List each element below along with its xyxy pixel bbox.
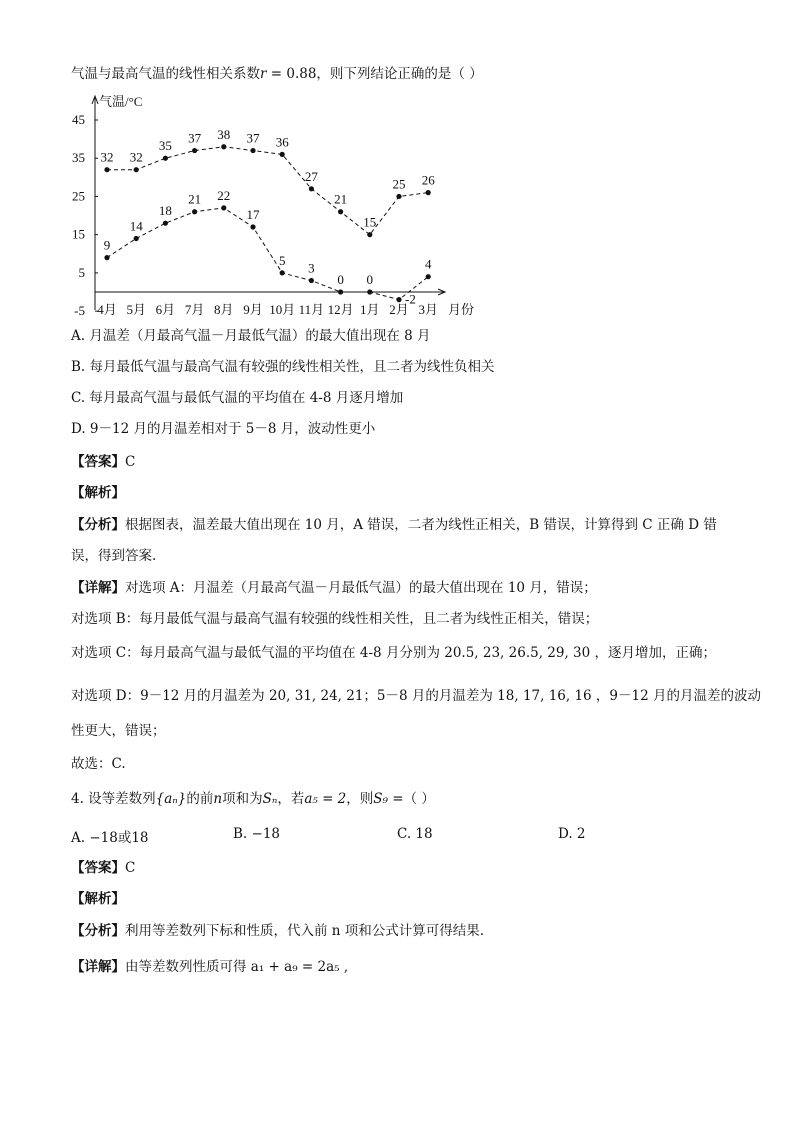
- x-tick-label: 1月: [360, 302, 380, 317]
- fenxi-text: 利用等差数列下标和性质，代入前 n 项和公式计算可得结果.: [125, 923, 485, 939]
- q4-stem-mid: 的前: [186, 791, 214, 807]
- q4-option-b: B. −18: [233, 826, 280, 842]
- data-label: 25: [392, 176, 406, 192]
- q3-stem-r: r: [260, 66, 267, 82]
- q3-stem-text: 气温与最高气温的线性相关系数: [71, 66, 260, 82]
- x-tick-label: 12月: [327, 302, 354, 317]
- data-label: 38: [217, 126, 231, 142]
- data-label: 36: [275, 134, 289, 150]
- data-point: [280, 270, 285, 275]
- data-point: [426, 274, 431, 279]
- data-label: 9: [103, 237, 111, 253]
- data-point: [250, 224, 255, 229]
- data-label: 4: [424, 256, 432, 272]
- answer-value: C: [125, 454, 136, 470]
- x-tick-label: 3月: [418, 302, 438, 317]
- xiangjie-tag: 【详解】: [71, 959, 125, 975]
- data-label: 32: [129, 149, 143, 165]
- q3-fenxi-cont: 误，得到答案.: [71, 548, 157, 564]
- q4-answer: [71, 858, 135, 878]
- x-tick-label: 10月: [269, 302, 296, 317]
- data-label: 32: [100, 149, 114, 165]
- q4-seq: {aₙ}: [155, 791, 187, 807]
- fenxi-text: 根据图表，温差最大值出现在 10 月，A 错误，二者为线性正相关，B 错误，计算得到 C 正确 D 错: [125, 517, 717, 533]
- x-tick-label: 7月: [184, 302, 205, 317]
- data-point: [221, 205, 226, 210]
- q4-option-c: C. 18: [397, 826, 433, 842]
- q3-detail-d1: 对选项 D：9－12 月的月温差为 20, 31, 24, 21；5－8 月的月温差为 18, 17, 16, 16 ，9－12 月的月温差的波动: [71, 688, 761, 704]
- y-tick-label: -5: [74, 303, 85, 319]
- series-line: [107, 147, 428, 235]
- fenxi-tag: 【分析】: [71, 517, 125, 533]
- q3-xiangjie-a: [71, 578, 597, 598]
- data-point: [104, 255, 109, 260]
- data-point: [104, 167, 109, 172]
- data-label: 35: [158, 138, 172, 154]
- q3-detail-d2: 性更大，错误；: [71, 723, 166, 739]
- data-label: 37: [188, 130, 202, 146]
- q4-stem-end: （ ）: [403, 791, 435, 807]
- data-label: 5: [278, 252, 286, 268]
- data-label: 17: [246, 207, 260, 223]
- data-point: [338, 289, 343, 294]
- x-tick-label: 4月: [97, 302, 117, 317]
- y-tick-label: 15: [72, 226, 85, 242]
- q3-stem: [71, 64, 483, 84]
- q4-option-d: D. 2: [558, 826, 586, 842]
- q4-n: n: [213, 791, 223, 807]
- temperature-chart: [60, 88, 500, 328]
- q4-S9: S₉ =: [373, 791, 404, 807]
- q3-option-d: D. 9－12 月的月温差相对于 5－8 月，波动性更小: [71, 421, 376, 437]
- q4-option-a: A. −18或18: [71, 830, 149, 846]
- data-point: [367, 232, 372, 237]
- data-label: 37: [246, 130, 260, 146]
- data-point: [250, 148, 255, 153]
- data-label: 26: [421, 172, 435, 188]
- q3-answer: [71, 452, 135, 472]
- q3-option-a: A. 月温差（月最高气温－月最低气温）的最大值出现在 8 月: [71, 328, 431, 344]
- fenxi-tag: 【分析】: [71, 923, 125, 939]
- data-point: [396, 297, 401, 302]
- data-label: 22: [217, 187, 231, 203]
- data-label: -2: [405, 291, 416, 307]
- xiangjie-text: 由等差数列性质可得 a₁ + a₉ = 2a₅ ,: [125, 959, 349, 975]
- q3-option-c: C. 每月最高气温与最低气温的平均值在 4-8 月逐月增加: [71, 390, 404, 406]
- data-point: [426, 190, 431, 195]
- answer-tag: 【答案】: [71, 860, 125, 876]
- data-label: 27: [304, 168, 318, 184]
- q4-xiangjie: [71, 957, 348, 977]
- data-point: [280, 152, 285, 157]
- q3-detail-b: 对选项 B：每月最低气温与最高气温有较强的线性相关性，且二者为线性正相关，错误；: [71, 611, 599, 627]
- data-label: 18: [158, 203, 172, 219]
- data-label: 21: [334, 191, 348, 207]
- xiangjie-tag: 【详解】: [71, 580, 125, 596]
- q4-analysis-tag: 【解析】: [71, 891, 125, 907]
- data-point: [309, 186, 314, 191]
- x-tick-label: 9月: [243, 302, 263, 317]
- data-point: [163, 221, 168, 226]
- data-point: [367, 289, 372, 294]
- data-point: [163, 156, 168, 161]
- detail-a-text: 对选项 A：月温差（月最高气温－月最低气温）的最大值出现在 10 月，错误；: [125, 580, 597, 596]
- data-label: 21: [188, 191, 202, 207]
- x-tick-label: 8月: [214, 302, 234, 317]
- data-label: 0: [337, 272, 344, 287]
- q3-stem-tail: = 0.88，则下列结论正确的是（ ）: [266, 66, 483, 82]
- q3-option-b: B. 每月最低气温与最高气温有较强的线性相关性，且二者为线性负相关: [71, 359, 495, 375]
- data-point: [221, 144, 226, 149]
- answer-tag: 【答案】: [71, 454, 125, 470]
- data-label: 14: [129, 218, 143, 234]
- x-axis-label: 月份: [448, 302, 475, 317]
- q4-stem-mid4: ，则: [346, 791, 374, 807]
- data-point: [134, 167, 139, 172]
- data-point: [192, 148, 197, 153]
- q4-stem-pre: 4. 设等差数列: [71, 791, 156, 807]
- data-label: 0: [366, 272, 374, 287]
- q3-conclusion: 故选：C.: [71, 756, 126, 772]
- q4-stem-mid2: 项和为: [222, 791, 263, 807]
- y-tick-label: 45: [72, 112, 85, 127]
- q3-fenxi: [71, 515, 717, 535]
- q4-Sn: Sₙ: [262, 791, 278, 807]
- q4-fenxi: [71, 921, 484, 941]
- q4-stem-mid3: ，若: [277, 791, 305, 807]
- data-label: 3: [308, 260, 315, 276]
- y-tick-label: 35: [72, 150, 85, 166]
- answer-value: C: [125, 860, 136, 876]
- x-tick-label: 5月: [126, 302, 146, 317]
- x-tick-label: 11月: [298, 302, 325, 317]
- q4-stem: [71, 789, 435, 809]
- y-tick-label: 5: [78, 264, 85, 280]
- data-point: [309, 278, 314, 283]
- data-point: [338, 209, 343, 214]
- data-point: [134, 236, 139, 241]
- data-point: [396, 194, 401, 199]
- x-tick-label: 2月: [389, 302, 409, 317]
- data-label: 15: [363, 214, 377, 230]
- y-axis-label: 气温/°C: [99, 94, 143, 109]
- x-tick-label: 6月: [155, 302, 176, 317]
- data-point: [192, 209, 197, 214]
- q3-analysis-tag: 【解析】: [71, 485, 125, 501]
- q3-detail-c: 对选项 C：每月最高气温与最低气温的平均值在 4-8 月分别为 20.5, 23, 26.5, 29, 30 ，逐月增加，正确；: [71, 645, 717, 661]
- q4-condition: a₅ = 2: [304, 791, 347, 807]
- y-tick-label: 25: [72, 188, 85, 204]
